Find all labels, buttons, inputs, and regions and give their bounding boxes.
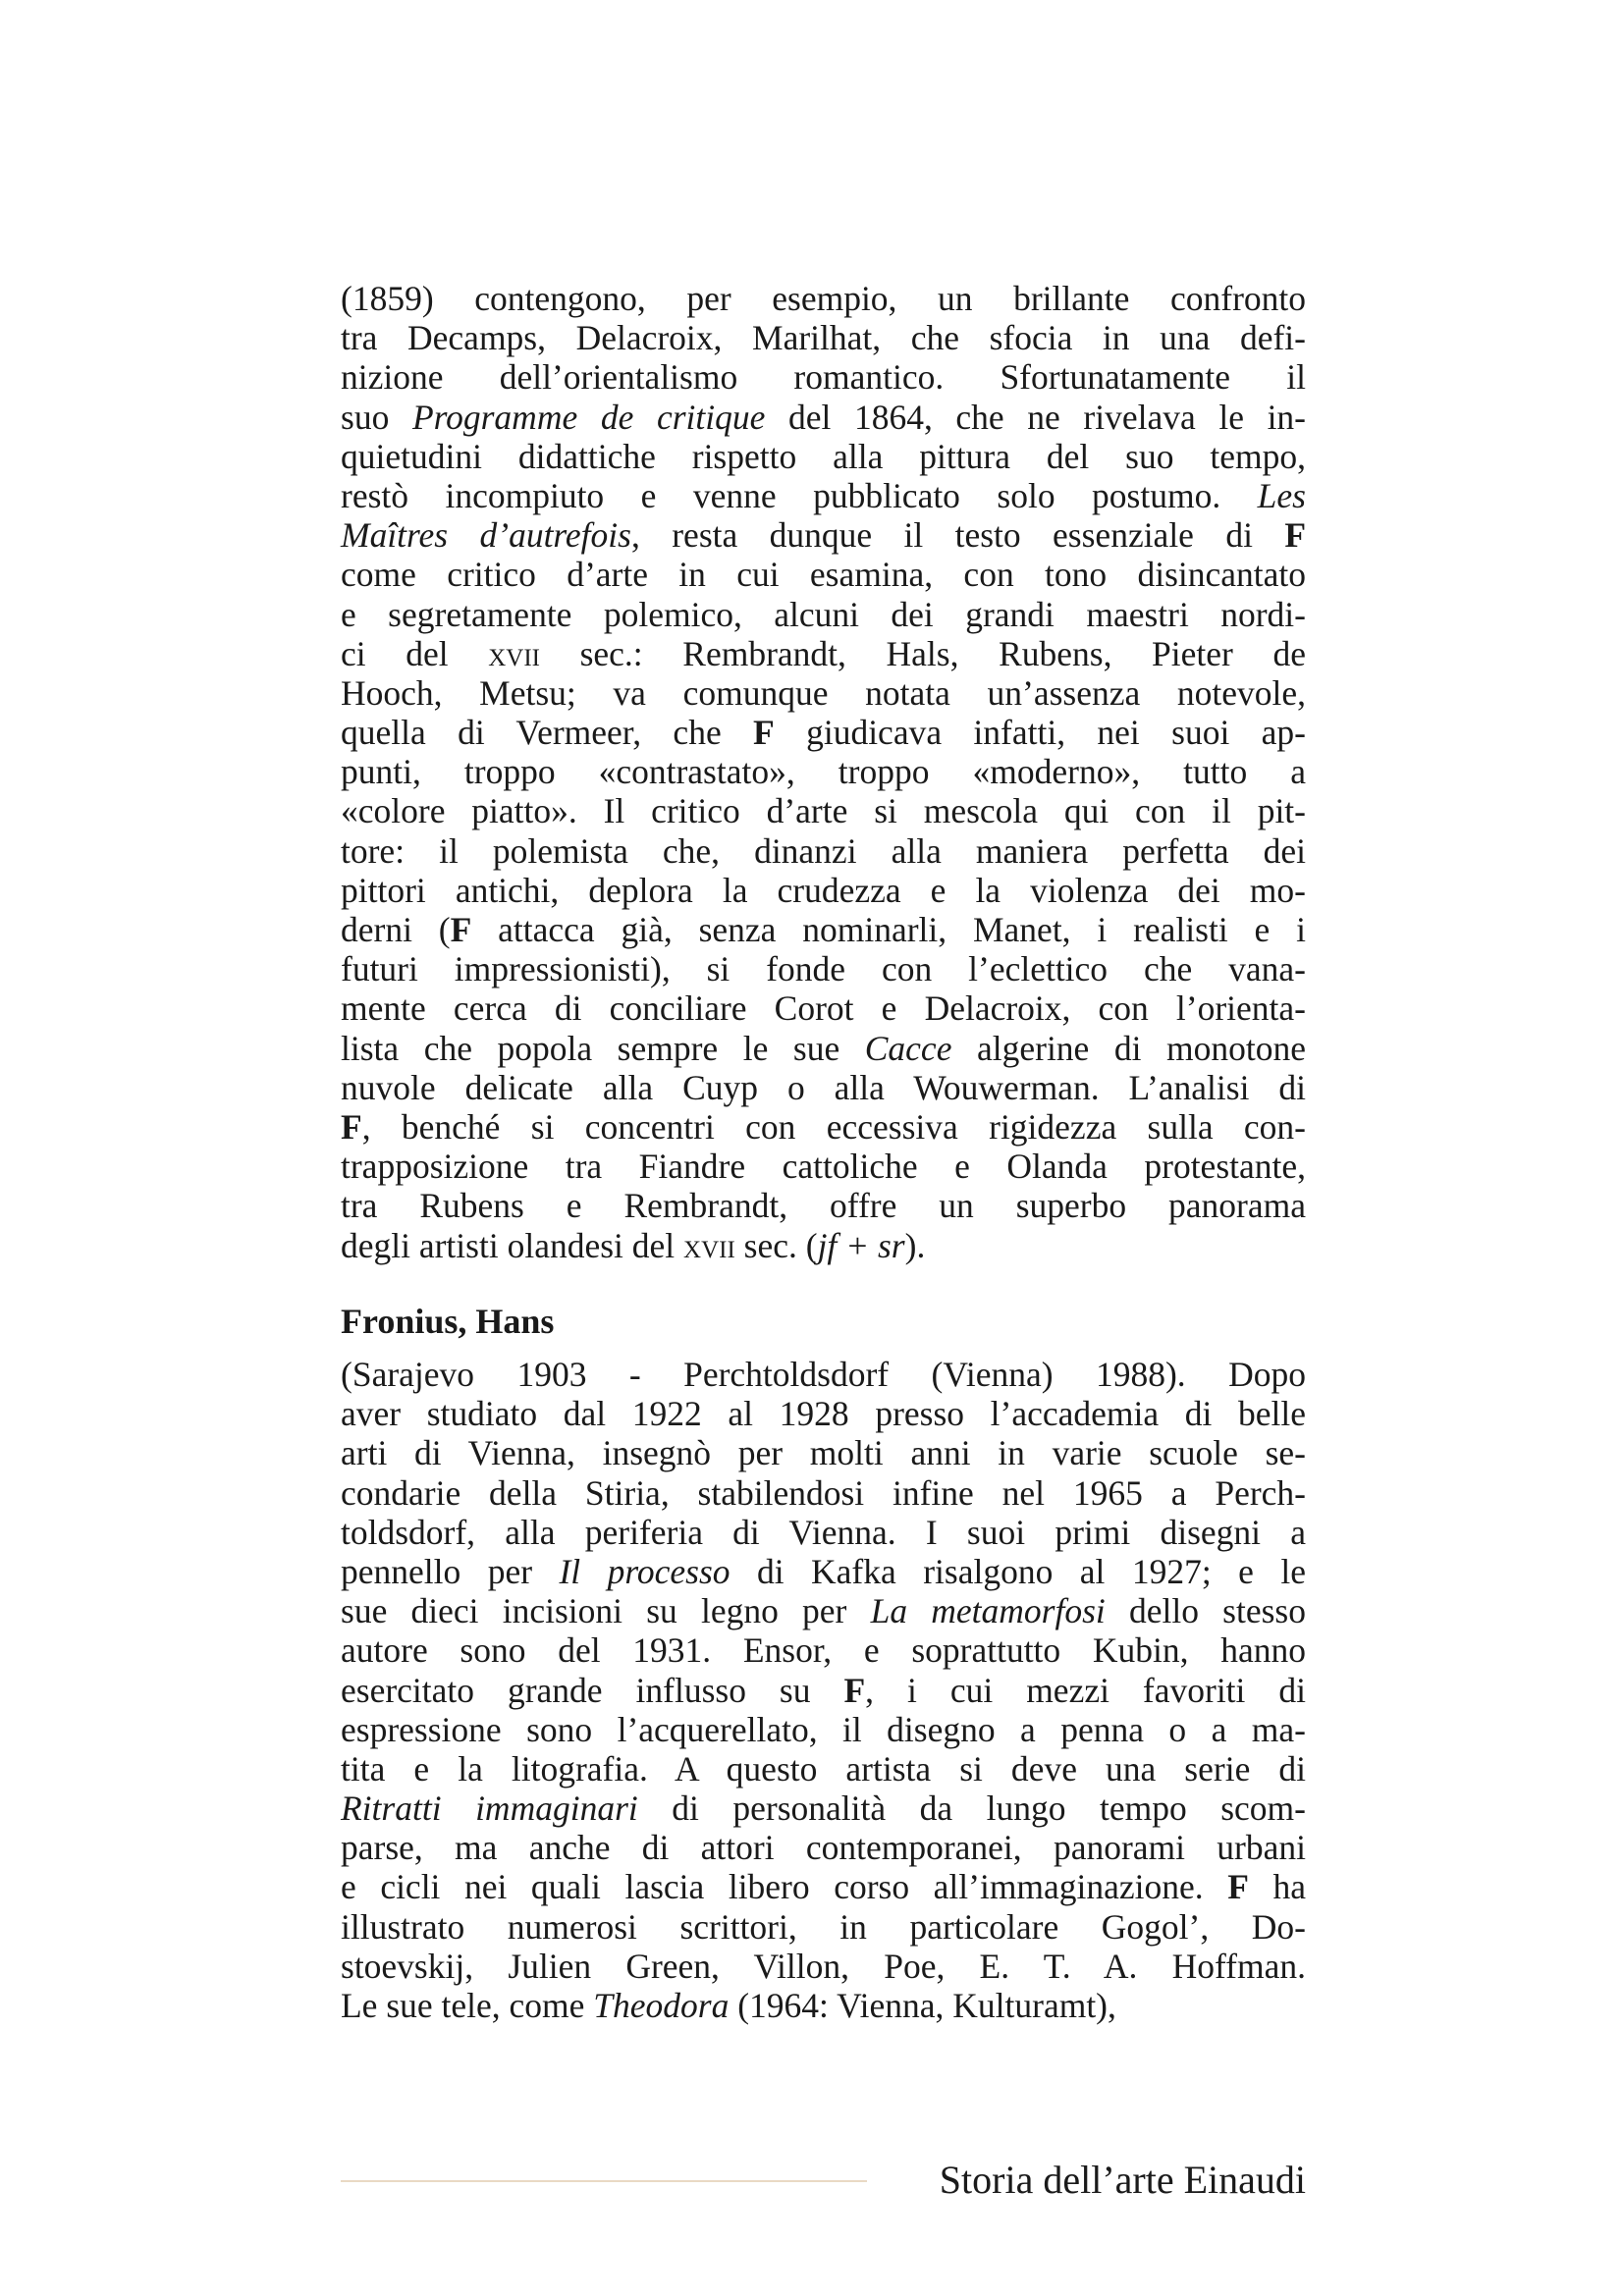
text-line: lista che popola sempre le sue Cacce algerine di monotone [341,1028,1306,1068]
text-line: e segretamente polemico, alcuni dei grandi maestri nordi- [341,594,1306,634]
text-line: pennello per Il processo di Kafka risalgono al 1927; e le [341,1551,1306,1591]
text-line: «colore piatto». Il critico d’arte si mescola qui con il pit- [341,791,1306,831]
text-line: come critico d’arte in cui esamina, con tono disincantato [341,555,1306,595]
text-line: ci del xvii sec.: Rembrandt, Hals, Rubens, Pieter de [341,633,1306,673]
text-line: quietudini didattiche rispetto alla pittura del suo tempo, [341,436,1306,476]
text-line: suo Programme de critique del 1864, che ne rivelava le in- [341,397,1307,437]
text-line: tra Decamps, Delacroix, Marilhat, che sfocia in una defi- [341,318,1306,358]
entry-fronius-text [341,1355,1306,2025]
text-line: aver studiato dal 1922 al 1928 presso l’accademia di belle [341,1394,1306,1434]
text-line: espressione sono l’acquerellato, il disegno a penna o a ma- [341,1709,1306,1749]
footer-rule [341,2180,867,2182]
text-line: autore sono del 1931. Ensor, e soprattutto Kubin, hanno [341,1630,1306,1671]
text-line: mente cerca di conciliare Corot e Delacroix, con l’orienta- [341,988,1306,1029]
text-line: arti di Vienna, insegnò per molti anni in varie scuole se- [341,1433,1306,1473]
text-line: F, benché si concentri con eccessiva rigidezza sulla con- [341,1106,1306,1147]
text-line: Ritratti immaginari di personalità da lungo tempo scom- [341,1789,1306,1829]
entry-continuation-text [341,279,1306,1265]
text-line: restò incompiuto e venne pubblicato solo postumo. Les [341,475,1306,515]
text-line: tore: il polemista che, dinanzi alla maniera perfetta dei [341,830,1306,871]
text-line: tita e la litografia. A questo artista si deve una serie di [341,1748,1306,1789]
text-line: Maîtres d’autrefois, resta dunque il testo essenziale di F [341,515,1306,556]
entry-heading-fronius: Fronius, Hans [341,1302,555,1341]
text-line: trapposizione tra Fiandre cattoliche e Olanda protestante, [341,1147,1306,1187]
text-line: toldsdorf, alla periferia di Vienna. I suoi primi disegni a [341,1512,1306,1552]
text-line: stoevskij, Julien Green, Villon, Poe, E. T. A. Hoffman. [341,1946,1306,1986]
text-line: nuvole delicate alla Cuyp o alla Wouwerman. L’analisi di [341,1067,1306,1107]
text-line: Le sue tele, come Theodora (1964: Vienna, Kulturamt), [341,1986,1116,2025]
text-line: punti, troppo «contrastato», troppo «moderno», tutto a [341,752,1306,792]
text-line: tra Rubens e Rembrandt, offre un superbo panorama [341,1186,1306,1226]
text-line: Hooch, Metsu; va comunque notata un’assenza notevole, [341,672,1306,713]
text-line: (1859) contengono, per esempio, un brillante confronto [341,279,1306,318]
footer-title: Storia dell’arte Einaudi [939,2158,1306,2202]
text-line: e cicli nei quali lascia libero corso all’immaginazione. F ha [341,1867,1306,1907]
text-line: condarie della Stiria, stabilendosi infine nel 1965 a Perch- [341,1472,1306,1513]
text-line: pittori antichi, deplora la crudezza e la violenza dei mo- [341,870,1306,910]
text-line: degli artisti olandesi del xvii sec. (jf + sr). [341,1225,926,1265]
text-line: futuri impressionisti), si fonde con l’eclettico che vana- [341,949,1306,989]
text-line: quella di Vermeer, che F giudicava infatti, nei suoi ap- [341,713,1306,753]
text-line: sue dieci incisioni su legno per La metamorfosi dello stesso [341,1591,1306,1631]
text-line: nizione dell’orientalismo romantico. Sfortunatamente il [341,357,1306,398]
text-line: illustrato numerosi scrittori, in particolare Gogol’, Do- [341,1906,1306,1947]
text-line: parse, ma anche di attori contemporanei, panorami urbani [341,1828,1306,1868]
text-line: esercitato grande influsso su F, i cui mezzi favoriti di [341,1670,1306,1710]
text-line: (Sarajevo 1903 - Perchtoldsdorf (Vienna) 1988). Dopo [341,1355,1306,1394]
text-line: derni (F attacca già, senza nominarli, Manet, i realisti e i [341,910,1306,949]
